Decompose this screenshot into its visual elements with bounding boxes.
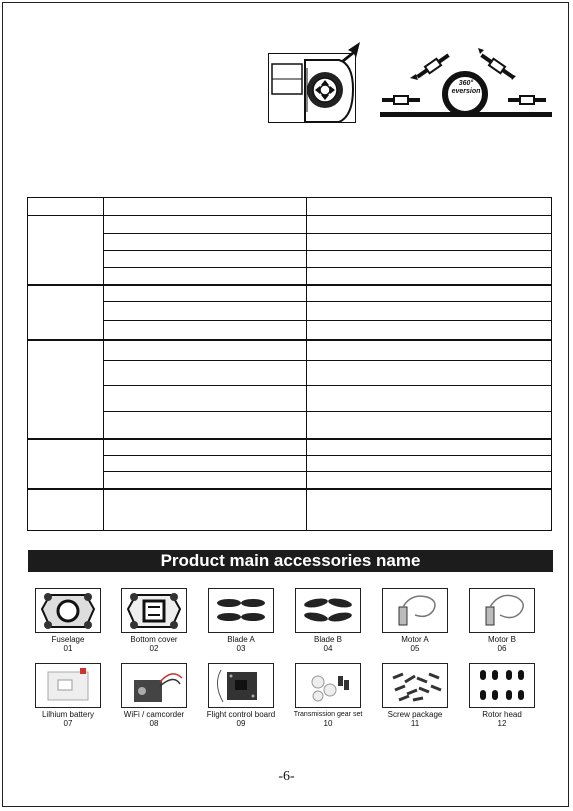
table-group-divider (28, 438, 551, 440)
table-column-divider (306, 198, 307, 530)
part-name: Motor A (401, 635, 429, 644)
spec-table (27, 197, 552, 531)
table-row-divider (103, 250, 551, 251)
part-name: Rotor head (482, 710, 522, 719)
part-name: Blade A (227, 635, 255, 644)
part-number: 04 (323, 644, 333, 653)
part-card (380, 588, 450, 653)
page-number: -6- (278, 769, 295, 784)
battery-icon (35, 663, 101, 708)
part-number: 03 (236, 644, 246, 653)
part-card (293, 663, 363, 728)
part-number: 08 (149, 719, 159, 728)
part-number: 06 (497, 644, 507, 653)
part-number: 12 (497, 719, 507, 728)
part-number: 05 (410, 644, 420, 653)
part-card (380, 663, 450, 728)
table-row-divider (103, 320, 551, 321)
part-number: 10 (323, 719, 333, 728)
blade-b-icon (295, 588, 361, 633)
bottom-cover-icon (121, 588, 187, 633)
table-row-divider (103, 385, 551, 386)
part-name: WiFi / camcorder (123, 710, 185, 719)
table-header-divider (28, 215, 551, 216)
part-number: 09 (236, 719, 246, 728)
arrow-icon (338, 40, 362, 69)
blade-a-icon (208, 588, 274, 633)
rotor-head-icon (469, 663, 535, 708)
part-card (119, 663, 189, 728)
part-name: Bottom cover (130, 635, 178, 644)
stunt-badge-word: eversion (451, 88, 481, 95)
part-name: Lilhium battery (41, 710, 95, 719)
screw-package-icon (382, 663, 448, 708)
flight-board-icon (208, 663, 274, 708)
part-card (33, 588, 103, 653)
gear-set-icon (295, 663, 361, 708)
part-name: Transmission gear set (293, 711, 363, 718)
motor-b-icon (469, 588, 535, 633)
table-row-divider (103, 471, 551, 472)
table-row-divider (103, 267, 551, 268)
motor-a-icon (382, 588, 448, 633)
part-name: Motor B (487, 635, 516, 644)
part-number: 07 (63, 719, 73, 728)
table-column-divider (103, 198, 104, 530)
part-card (467, 588, 537, 653)
part-card (33, 663, 103, 728)
fuselage-icon (35, 588, 101, 633)
part-card (293, 588, 363, 653)
table-group-divider (28, 488, 551, 490)
table-group-divider (28, 339, 551, 341)
table-row-divider (103, 360, 551, 361)
part-card (206, 588, 276, 653)
part-number: 11 (410, 719, 420, 728)
wifi-camcorder-icon (121, 663, 187, 708)
part-name: Flight control board (206, 710, 276, 719)
table-row-divider (103, 233, 551, 234)
stunt-badge (446, 80, 486, 96)
part-name: Fuselage (51, 635, 85, 644)
part-card (119, 588, 189, 653)
accessories-title: Product main accessories name (28, 550, 553, 572)
table-group-divider (28, 284, 551, 286)
table-row-divider (103, 301, 551, 302)
stunt-badge-degrees: 360° (458, 80, 474, 87)
part-name: Blade B (313, 635, 343, 644)
part-card (206, 663, 276, 728)
table-row-divider (103, 411, 551, 412)
part-card (467, 663, 537, 728)
part-number: 02 (149, 644, 159, 653)
part-name: Screw package (387, 710, 443, 719)
table-row-divider (103, 455, 551, 456)
part-number: 01 (63, 644, 73, 653)
